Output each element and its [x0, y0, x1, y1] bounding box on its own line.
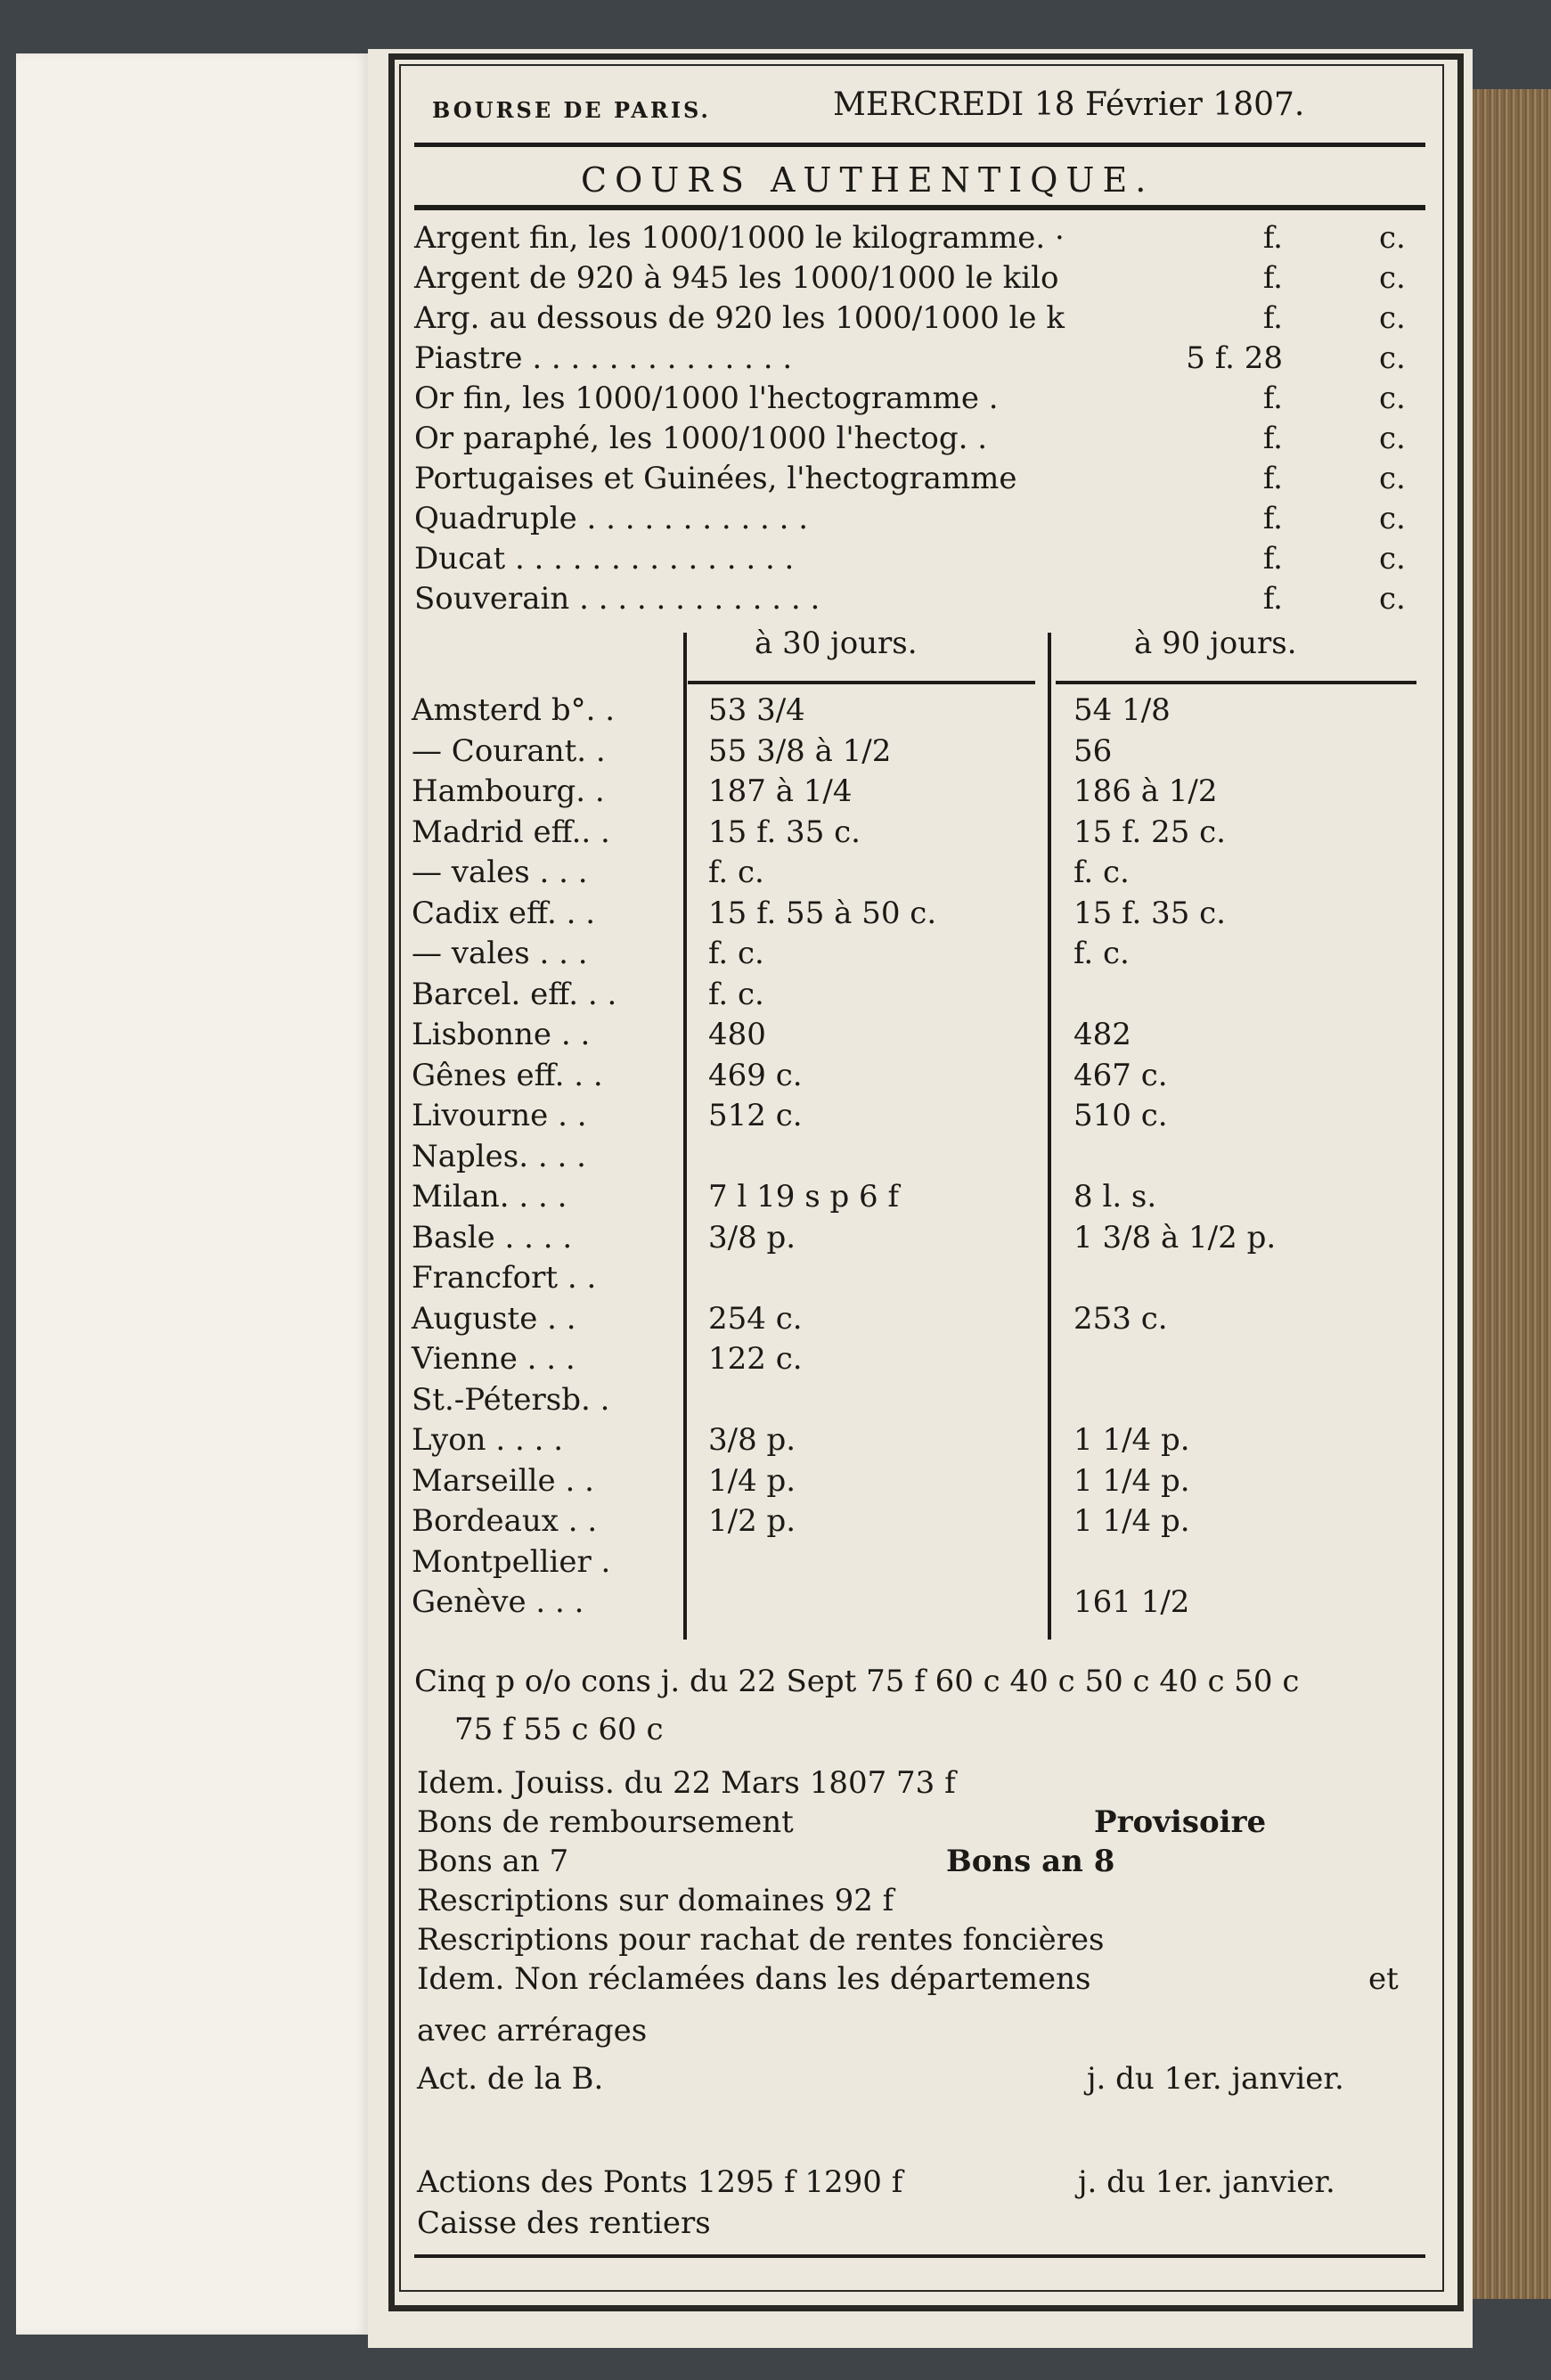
exchange-30-days: 122 c. — [708, 1341, 803, 1377]
fund-cinq-cont: 75 f 55 c 60 c — [454, 1712, 664, 1747]
exchange-30-days: 1/2 p. — [708, 1503, 796, 1539]
exchange-30-days: 15 f. 55 à 50 c. — [708, 895, 937, 931]
metal-centimes: c. — [1379, 260, 1406, 296]
exchange-city: Basle . . . . — [412, 1219, 573, 1255]
fund-idem-jouiss: Idem. Jouiss. du 22 Mars 1807 73 f — [417, 1765, 956, 1801]
metal-francs: f. — [1262, 541, 1283, 577]
exchange-rule-30 — [688, 681, 1035, 684]
metal-label: Quadruple . . . . . . . . . . . . — [414, 501, 809, 536]
exchange-30-days: 3/8 p. — [708, 1219, 796, 1255]
metal-centimes: c. — [1379, 581, 1406, 617]
metal-centimes: c. — [1379, 220, 1406, 256]
exchange-title: BOURSE DE PARIS. — [432, 97, 711, 123]
exchange-city: Livourne . . — [412, 1098, 587, 1133]
exchange-90-days: 15 f. 25 c. — [1073, 814, 1226, 850]
header-30-days: à 30 jours. — [755, 626, 918, 661]
exchange-90-days: 482 — [1073, 1017, 1131, 1052]
exchange-rule-90 — [1056, 681, 1416, 684]
exchange-city: Naples. . . . — [412, 1138, 586, 1174]
exchange-30-days: 254 c. — [708, 1300, 803, 1337]
metal-francs: f. — [1262, 380, 1283, 416]
exchange-city: Madrid eff.. . — [412, 814, 610, 850]
fund-bons-an8: Bons an 8 — [946, 1844, 1115, 1879]
exchange-city: Genève . . . — [412, 1584, 584, 1620]
exchange-city: — Courant. . — [412, 732, 606, 769]
metal-francs: f. — [1262, 501, 1283, 536]
exchange-30-days: f. c. — [708, 936, 764, 971]
metal-centimes: c. — [1379, 300, 1406, 336]
metal-centimes: c. — [1379, 340, 1406, 376]
fund-arrerages: avec arrérages — [417, 2013, 648, 2049]
exchange-city: — vales . . . — [412, 936, 588, 971]
metal-label: Souverain . . . . . . . . . . . . . — [414, 581, 820, 617]
exchange-city: Gênes eff. . . — [412, 1057, 603, 1093]
fund-idem-non-reclamees: Idem. Non réclamées dans les départemens — [417, 1961, 1091, 1997]
metal-label: Portugaises et Guinées, l'hectogramme — [414, 461, 1017, 496]
exchange-90-days: 253 c. — [1073, 1300, 1168, 1337]
exchange-30-days: 187 à 1/4 — [708, 773, 853, 809]
exchange-30-days: 512 c. — [708, 1098, 803, 1133]
metal-francs: f. — [1262, 461, 1283, 496]
exchange-30-days: 480 — [708, 1017, 766, 1052]
header-90-days: à 90 jours. — [1134, 626, 1297, 661]
exchange-city: Marseille . . — [412, 1462, 594, 1499]
exchange-city: Francfort . . — [412, 1260, 597, 1296]
page-title: COURS AUTHENTIQUE. — [581, 160, 1155, 200]
exchange-city: Lisbonne . . — [412, 1017, 591, 1052]
exchange-city: Cadix eff. . . — [412, 895, 596, 931]
metal-centimes: c. — [1379, 461, 1406, 496]
metal-francs: 5 f. 28 — [1186, 340, 1283, 376]
exchange-90-days: 161 1/2 — [1073, 1584, 1190, 1620]
metal-label: Argent de 920 à 945 les 1000/1000 le kilo — [414, 260, 1059, 296]
exchange-city: Milan. . . . — [412, 1179, 567, 1215]
exchange-city: Barcel. eff. . . — [412, 976, 617, 1012]
metal-centimes: c. — [1379, 380, 1406, 416]
exchange-90-days: 1 1/4 p. — [1073, 1462, 1190, 1499]
exchange-30-days: 53 3/4 — [708, 692, 805, 728]
exchange-city: St.-Pétersb. . — [412, 1381, 610, 1418]
exchange-90-days: 1 1/4 p. — [1073, 1422, 1190, 1458]
fund-provisoire: Provisoire — [1094, 1804, 1267, 1840]
fund-cinq: Cinq p o/o cons j. du 22 Sept 75 f 60 c 40 c 50 c 40 c 50 c — [414, 1664, 1300, 1699]
metal-francs: f. — [1262, 220, 1283, 256]
exchange-30-days: 7 l 19 s p 6 f — [708, 1179, 900, 1215]
fund-rescr-domaines: Rescriptions sur domaines 92 f — [417, 1883, 894, 1918]
fund-act-banque-jouiss: j. du 1er. janvier. — [1087, 2061, 1344, 2097]
exchange-90-days: 510 c. — [1073, 1098, 1168, 1133]
exchange-30-days: f. c. — [708, 976, 764, 1012]
fund-ponts-jouiss: j. du 1er. janvier. — [1078, 2164, 1335, 2200]
metal-centimes: c. — [1379, 501, 1406, 536]
exchange-30-days: 55 3/8 à 1/2 — [708, 732, 892, 769]
fund-rescr-rachat: Rescriptions pour rachat de rentes foncières — [417, 1922, 1105, 1958]
exchange-city: Auguste . . — [412, 1300, 576, 1337]
exchange-90-days: 8 l. s. — [1073, 1179, 1157, 1215]
exchange-30-days: f. c. — [708, 855, 764, 890]
exchange-30-days: 469 c. — [708, 1057, 803, 1093]
exchange-col-divider-left — [683, 633, 687, 1640]
exchange-90-days: 54 1/8 — [1073, 692, 1171, 728]
exchange-30-days: 1/4 p. — [708, 1462, 796, 1499]
exchange-90-days: 467 c. — [1073, 1057, 1168, 1093]
exchange-90-days: 15 f. 35 c. — [1073, 895, 1226, 931]
metal-label: Or fin, les 1000/1000 l'hectogramme . — [414, 380, 999, 416]
header-rule — [414, 143, 1425, 147]
fund-act-banque: Act. de la B. — [417, 2061, 604, 2097]
metal-francs: f. — [1262, 421, 1283, 456]
metal-label: Or paraphé, les 1000/1000 l'hectog. . — [414, 421, 988, 456]
fund-et: et — [1368, 1961, 1399, 1997]
exchange-col-divider-right — [1048, 633, 1051, 1640]
metal-label: Argent fin, les 1000/1000 le kilogramme. · — [414, 220, 1065, 256]
metal-label: Arg. au dessous de 920 les 1000/1000 le k — [414, 300, 1065, 336]
exchange-city: — vales . . . — [412, 855, 588, 890]
exchange-90-days: f. c. — [1073, 855, 1130, 890]
exchange-city: Hambourg. . — [412, 773, 605, 809]
exchange-90-days: 1 1/4 p. — [1073, 1503, 1190, 1539]
exchange-30-days: 3/8 p. — [708, 1422, 796, 1458]
metal-francs: f. — [1262, 260, 1283, 296]
bottom-rule — [414, 2254, 1425, 2258]
metal-centimes: c. — [1379, 421, 1406, 456]
fund-bons-remb: Bons de remboursement — [417, 1804, 794, 1840]
exchange-city: Bordeaux . . — [412, 1503, 598, 1539]
metal-label: Piastre . . . . . . . . . . . . . . — [414, 340, 793, 376]
metal-francs: f. — [1262, 300, 1283, 336]
exchange-city: Lyon . . . . — [412, 1422, 564, 1458]
exchange-90-days: 56 — [1073, 732, 1113, 769]
title-rule — [414, 205, 1425, 210]
fund-bons-an7: Bons an 7 — [417, 1844, 569, 1879]
exchange-city: Montpellier . — [412, 1543, 611, 1580]
blank-left-page — [16, 53, 368, 2335]
exchange-30-days: 15 f. 35 c. — [708, 814, 861, 850]
exchange-city: Amsterd b°. . — [412, 692, 616, 728]
fund-ponts: Actions des Ponts 1295 f 1290 f — [417, 2164, 903, 2200]
metal-label: Ducat . . . . . . . . . . . . . . . — [414, 541, 795, 577]
date-line: MERCREDI 18 Février 1807. — [833, 86, 1305, 123]
metal-francs: f. — [1262, 581, 1283, 617]
metal-centimes: c. — [1379, 541, 1406, 577]
exchange-90-days: 186 à 1/2 — [1073, 773, 1218, 809]
exchange-city: Vienne . . . — [412, 1341, 576, 1377]
fund-caisse-rentiers: Caisse des rentiers — [417, 2205, 711, 2241]
exchange-90-days: f. c. — [1073, 936, 1130, 971]
exchange-90-days: 1 3/8 à 1/2 p. — [1073, 1219, 1277, 1255]
